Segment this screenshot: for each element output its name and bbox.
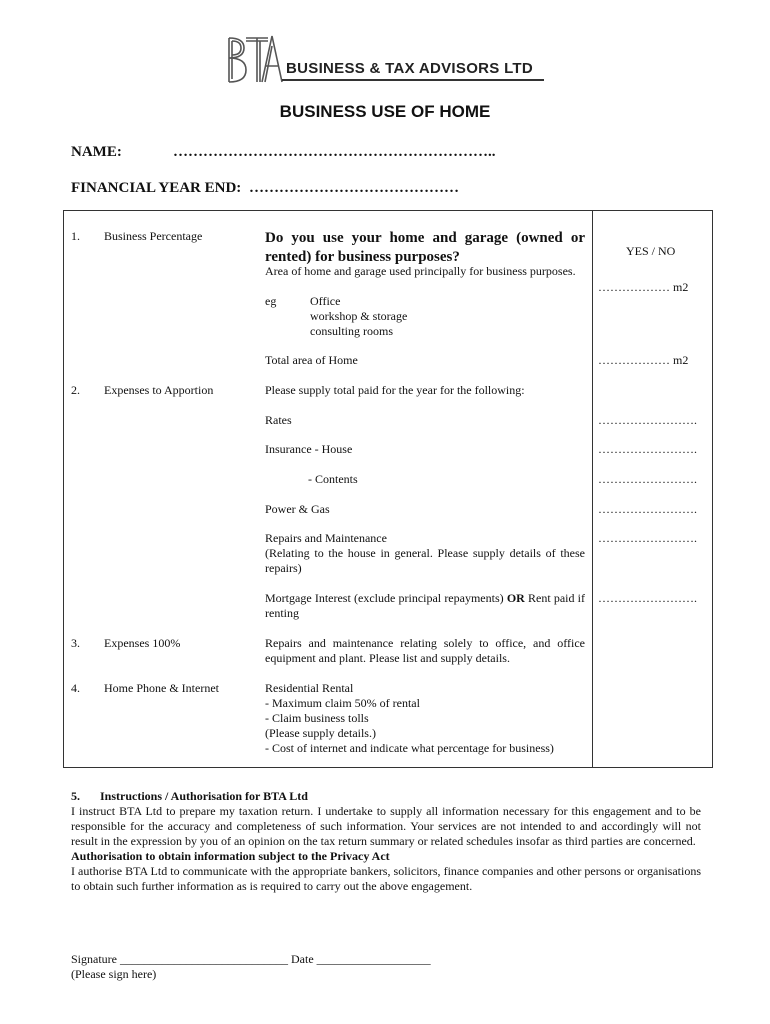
row-number: 3.	[71, 636, 80, 650]
company-name: BUSINESS & TAX ADVISORS LTD	[286, 60, 534, 77]
yes-no-answer[interactable]: YES / NO	[626, 244, 676, 258]
repairs-label: Repairs and Maintenance	[265, 531, 387, 545]
phone-internet-line: Residential Rental	[265, 681, 354, 695]
repairs-description: (Relating to the house in general. Please supply details of these repairs)	[265, 546, 585, 575]
power-gas-field[interactable]: …………………….	[598, 502, 697, 516]
insurance-house-field[interactable]: …………………….	[598, 442, 697, 456]
row-number: 2.	[71, 383, 80, 397]
instruction-paragraph: I instruct BTA Ltd to prepare my taxation return. I undertake to supply all information necessary for this engagement and to be responsible for the accuracy and completeness of such information. Your services are not intended to and accordingly will not result in the expression by you of an opinion on the tax return summary or related schedules insofar as third parties are concerned.	[71, 804, 701, 848]
row-number: 4.	[71, 681, 80, 695]
authorisation-section	[71, 789, 701, 894]
business-area-field[interactable]: ……………… m2	[598, 280, 689, 294]
rates-field[interactable]: …………………….	[598, 413, 697, 427]
row-category: Expenses to Apportion	[104, 383, 214, 397]
total-area-label: Total area of Home	[265, 353, 358, 367]
business-use-question: Do you use your home and garage (owned or rented) for business purposes?	[265, 230, 585, 265]
signature-date-line[interactable]: Signature ____________________________ Date ___________________	[71, 952, 431, 966]
eg-item: workshop & storage	[310, 309, 408, 323]
area-description: Area of home and garage used principally for business purposes.	[265, 264, 576, 278]
expenses-100-description: Repairs and maintenance relating solely to office, and office equipment and plant. Please list and supply details.	[265, 636, 585, 665]
signature-note: (Please sign here)	[71, 967, 157, 981]
logo-underline	[282, 79, 544, 81]
financial-year-end-field[interactable]: ……………………………………	[249, 180, 459, 196]
eg-item: consulting rooms	[310, 324, 393, 338]
row-category: Home Phone & Internet	[104, 681, 219, 695]
insurance-contents-field[interactable]: …………………….	[598, 472, 697, 486]
phone-internet-line: - Cost of internet and indicate what percentage for business)	[265, 741, 554, 755]
rates-label: Rates	[265, 413, 292, 427]
table-column-divider	[592, 210, 593, 768]
section5-heading: 5. Instructions / Authorisation for BTA Ltd	[71, 789, 308, 803]
mortgage-interest-label: Mortgage Interest (exclude principal repayments) OR Rent paid if renting	[265, 591, 586, 620]
phone-internet-line: (Please supply details.)	[265, 726, 376, 740]
repairs-field[interactable]: …………………….	[598, 531, 697, 545]
eg-label: eg	[265, 294, 277, 308]
bta-logo-icon	[226, 32, 284, 88]
privacy-paragraph: I authorise BTA Ltd to communicate with the appropriate bankers, solicitors, finance companies and other persons or organisations to obtain such further information as is required to carry out the above engagement.	[71, 864, 701, 893]
insurance-house-label: Insurance - House	[265, 442, 353, 456]
phone-internet-line: - Claim business tolls	[265, 711, 369, 725]
privacy-heading: Authorisation to obtain information subject to the Privacy Act	[71, 849, 390, 863]
power-gas-label: Power & Gas	[265, 502, 330, 516]
row-category: Expenses 100%	[104, 636, 181, 650]
eg-item: Office	[310, 294, 341, 308]
row-category: Business Percentage	[104, 229, 203, 243]
mortgage-interest-field[interactable]: …………………….	[598, 591, 697, 605]
name-field[interactable]: ………………………………………………………..	[173, 144, 496, 160]
phone-internet-line: - Maximum claim 50% of rental	[265, 696, 420, 710]
document-title: BUSINESS USE OF HOME	[279, 102, 491, 121]
row-number: 1.	[71, 229, 80, 243]
insurance-contents-label: - Contents	[308, 472, 358, 486]
expenses-intro: Please supply total paid for the year for the following:	[265, 383, 525, 397]
total-area-field[interactable]: ……………… m2	[598, 353, 689, 367]
financial-year-end-label: FINANCIAL YEAR END:	[71, 180, 242, 196]
name-label: NAME:	[71, 144, 122, 160]
